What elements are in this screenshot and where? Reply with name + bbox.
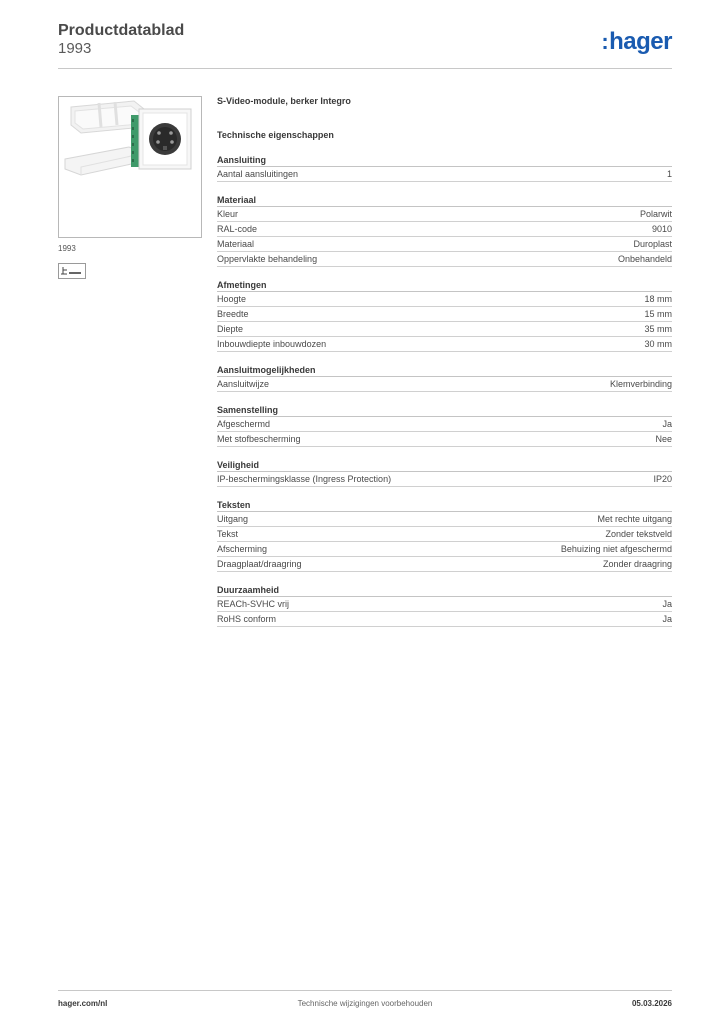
property-row <box>217 472 672 487</box>
property-value: Onbehandeld <box>617 254 672 264</box>
property-row <box>217 512 672 527</box>
property-label: REACh-SVHC vrij <box>217 599 290 609</box>
property-value: 30 mm <box>644 339 672 349</box>
property-value: 9010 <box>651 224 672 234</box>
property-value: 15 mm <box>644 309 672 319</box>
property-label: Met stofbescherming <box>217 434 301 444</box>
property-row <box>217 292 672 307</box>
property-label: Materiaal <box>217 239 255 249</box>
property-label: Uitgang <box>217 514 249 524</box>
property-label: Afgeschermd <box>217 419 271 429</box>
section-title: Duurzaamheid <box>217 584 672 597</box>
property-label: Afscherming <box>217 544 268 554</box>
footer-disclaimer: Technische wijzigingen voorbehouden <box>297 999 433 1008</box>
property-row <box>217 167 672 182</box>
property-value: Klemverbinding <box>609 379 672 389</box>
property-value: Zonder draagring <box>602 559 672 569</box>
property-row <box>217 207 672 222</box>
property-row <box>217 377 672 392</box>
property-row <box>217 597 672 612</box>
property-label: RAL-code <box>217 224 258 234</box>
property-section <box>217 194 672 267</box>
property-value: 1 <box>666 169 672 179</box>
product-image <box>58 96 202 238</box>
property-sections <box>217 154 672 627</box>
section-title: Veiligheid <box>217 459 672 472</box>
property-label: Draagplaat/draagring <box>217 559 302 569</box>
property-value: 18 mm <box>644 294 672 304</box>
property-section <box>217 584 672 627</box>
property-row <box>217 337 672 352</box>
property-label: Kleur <box>217 209 239 219</box>
s-video-module-illustration <box>59 97 201 237</box>
property-value: Nee <box>655 434 672 444</box>
property-row <box>217 222 672 237</box>
property-row <box>217 527 672 542</box>
property-section <box>217 364 672 392</box>
property-row <box>217 252 672 267</box>
property-label: Oppervlakte behandeling <box>217 254 318 264</box>
property-section <box>217 404 672 447</box>
property-row <box>217 237 672 252</box>
property-section <box>217 499 672 572</box>
property-label: IP-beschermingsklasse (Ingress Protection) <box>217 474 392 484</box>
page-title: Productdatablad <box>58 22 185 39</box>
property-value: Ja <box>662 599 672 609</box>
property-value: Ja <box>662 419 672 429</box>
s-video-connector-icon <box>58 263 86 279</box>
property-value: IP20 <box>653 474 672 484</box>
property-label: Diepte <box>217 324 244 334</box>
page-footer <box>58 990 672 1017</box>
section-title: Aansluiting <box>217 154 672 167</box>
property-section <box>217 459 672 487</box>
property-label: Aantal aansluitingen <box>217 169 299 179</box>
image-caption: 1993 <box>58 244 76 253</box>
property-row <box>217 307 672 322</box>
section-title: Aansluitmogelijkheden <box>217 364 672 377</box>
property-value: Duroplast <box>633 239 672 249</box>
property-value: Zonder tekstveld <box>605 529 672 539</box>
property-label: Inbouwdiepte inbouwdozen <box>217 339 327 349</box>
property-row <box>217 542 672 557</box>
property-section <box>217 279 672 352</box>
footer-date: 05.03.2026 <box>631 999 672 1008</box>
property-row <box>217 417 672 432</box>
property-value: Met rechte uitgang <box>597 514 672 524</box>
property-section <box>217 154 672 182</box>
section-title: Samenstelling <box>217 404 672 417</box>
tech-properties-heading: Technische eigenschappen <box>217 130 334 140</box>
property-row <box>217 557 672 572</box>
product-number: 1993 <box>58 40 92 57</box>
property-value: 35 mm <box>644 324 672 334</box>
property-value: Polarwit <box>639 209 672 219</box>
property-row <box>217 322 672 337</box>
section-title: Materiaal <box>217 194 672 207</box>
hager-logo: :hager <box>601 28 672 55</box>
property-row <box>217 612 672 627</box>
product-name: S-Video-module, berker Integro <box>217 96 351 106</box>
property-label: Breedte <box>217 309 249 319</box>
property-value: Ja <box>662 614 672 624</box>
property-row <box>217 432 672 447</box>
property-value: Behuizing niet afgeschermd <box>560 544 672 554</box>
section-title: Afmetingen <box>217 279 672 292</box>
property-label: RoHS conform <box>217 614 277 624</box>
section-title: Teksten <box>217 499 672 512</box>
technical-properties <box>217 96 672 627</box>
property-label: Aansluitwijze <box>217 379 270 389</box>
property-label: Tekst <box>217 529 239 539</box>
page-header <box>58 22 672 69</box>
footer-website: hager.com/nl <box>58 999 108 1008</box>
property-label: Hoogte <box>217 294 247 304</box>
